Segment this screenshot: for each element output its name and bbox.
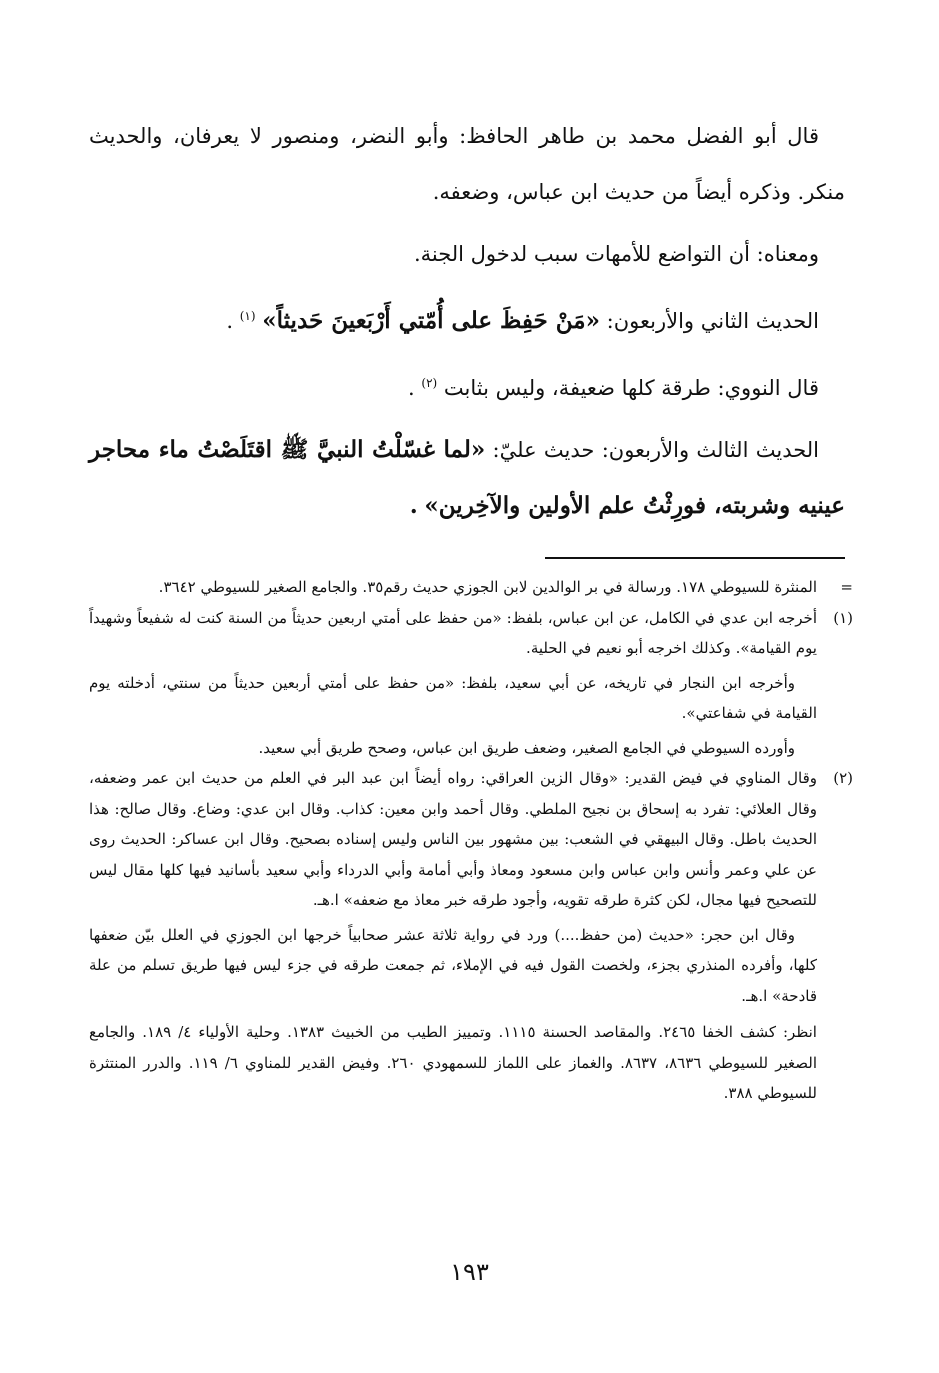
page-number: ١٩٣: [450, 1258, 489, 1286]
footnote-continued-text: المنثرة للسيوطي ١٧٨. ورسالة في بر الوالدين لابن الجوزي حديث رقم٣٥. والجامع الصغير للسيوطي ٣٦٤٢.: [158, 578, 817, 596]
period: .: [409, 492, 418, 519]
nawawi-statement: قال النووي: طرقة كلها ضعيفة، وليس بثابت: [443, 376, 819, 400]
period: .: [408, 376, 415, 400]
footnote-1-para-3: وأورده السيوطي في الجامع الصغير، وضعف طريق ابن عباس، وصحح طريق أبي سعيد.: [258, 738, 795, 757]
footnote-ref-2: (٢): [421, 376, 438, 390]
footnote-continued: [89, 572, 853, 603]
footnote-2-number: (٢): [833, 769, 853, 787]
paragraph-4: [89, 355, 845, 416]
hadith-42-text: «مَنْ حَفِظَ على أُمّتي أَرْبَعينَ حَديثاً»: [262, 307, 600, 334]
footnote-1-para-2: وأخرجه ابن النجار في تاريخه، عن أبي سعيد، بلفظ: «من حفظ على أمتي أربعين حديثاً من سنتي، أدخلته يوم القيامة في شفاعتي».: [89, 673, 817, 722]
paragraph-5: [89, 422, 845, 534]
footnotes: [89, 572, 853, 1109]
footnote-ref-1: (١): [239, 309, 256, 323]
hadith-43-lead: الحديث الثالث والأربعون: حديث عليّ:: [485, 438, 820, 462]
references-list: انظر: كشف الخفا ٢٤٦٥. والمقاصد الحسنة ١١١٥. وتمييز الطيب من الخبيث ١٣٨٣. وحلية الأولياء ٤/ ١٨٩. والجامع الصغير للسيوطي ٨٦٣٦، ٨٦٣٧. والغماز على اللماز للسمهودي ٢٦٠. وفيض القدير للمناوي ٦/ ١١٩. والدرر المنتثرة للسيوطي ٣٨٨.: [89, 1023, 817, 1102]
hadith-43-text: «لما غسّلْتُ النبيَّ ﷺ اقتَلَصْتُ ماء محاجر عينيه وشربته، فورِثْتُ علم الأولين والآخِرين»: [89, 436, 845, 519]
footnote-2-para-1: وقال المناوي في فيض القدير: «وقال الزين العراقي: رواه أيضاً ابن عبد البر في العلم من حديث ابن عمر وضعفه، وقال العلائي: تفرد به إسحاق بن نجيح الملطي. وقال أحمد وابن معين: كذاب. وقال ابن عدي: وضاع. وقال صالح: هذا الحديث باطل. وقال البيهقي في الشعب: بين مشهور بين الناس وليس إسناده بصحيح. وقال ابن عساكر: الحديث روى عن علي وعمر وأنس وابن عباس وابن مسعود ومعاذ وأبي أمامة وأبي الدرداء وأبي سعيد بأسانيد فيها كلها مقال ليس للتصحيح فيها مجال، لكن كثرة طرقه تقويه، وأجود طرقه خبر معاذ مع ضعفه» ا.هـ.: [89, 769, 817, 909]
footnote-separator: [545, 557, 845, 559]
paragraph-3: [89, 288, 845, 349]
footnote-1: [89, 603, 853, 764]
continuation-marker: =: [840, 578, 853, 596]
footnote-2: [89, 763, 853, 1011]
paragraph-1: قال أبو الفضل محمد بن طاهر الحافظ: وأبو النضر، ومنصور لا يعرفان، والحديث منكر. وذكره أيضاً من حديث ابن عباس، وضعفه.: [89, 124, 845, 204]
footnote-1-para-1: أخرجه ابن عدي في الكامل، عن ابن عباس، بلفظ: «من حفظ على أمتي اربعين حديثاً من السنة كنت له شفيعاً وشهيداً يوم القيامة». وكذلك اخرجه أبو نعيم في الحلية.: [89, 608, 817, 657]
paragraph-2: ومعناه: أن التواضع للأمهات سبب لدخول الجنة.: [413, 242, 819, 266]
hadith-42-lead: الحديث الثاني والأربعون:: [599, 309, 819, 333]
footnote-2-para-2: وقال ابن حجر: «حديث (من حفظ....) ورد في رواية ثلاثة عشر صحابياً خرجها ابن الجوزي في العلل بيّن ضعفها كلها، وأفرده المنذري بجزء، ولخصت القول فيه في الإملاء، ثم جمعت طرقه في جزء ليس فيها طريق تسلم من علة قادحة» ا.هـ.: [89, 925, 817, 1005]
main-text: [89, 108, 845, 534]
footnote-1-number: (١): [833, 608, 853, 627]
period: .: [226, 309, 234, 333]
